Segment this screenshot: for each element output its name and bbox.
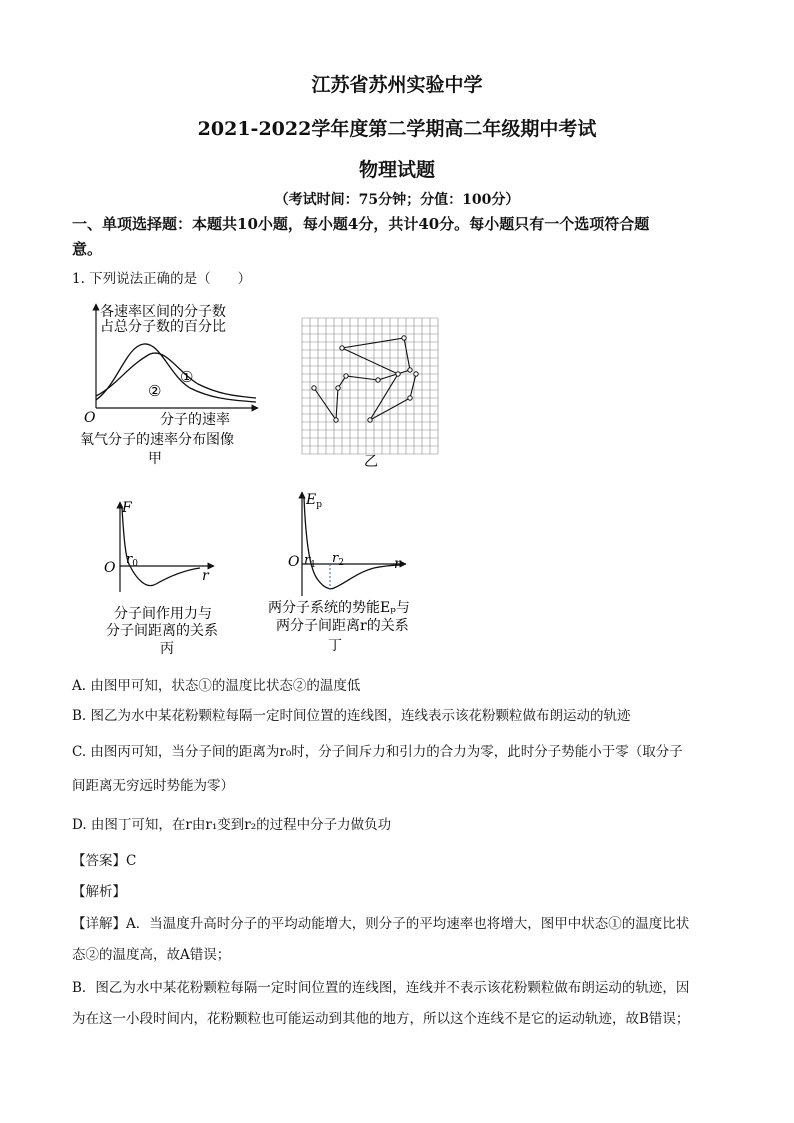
analysis-line1: 【详解】A．当温度升高时分子的平均动能增大，则分子的平均速率也将增大，图甲中状态①的温度比状 <box>72 916 690 932</box>
figure-yi <box>300 316 440 476</box>
option-c-line1: C. 由图丙可知，当分子间的距离为r₀时，分子间斥力和引力的合力为零，此时分子势能小于零（取分子 <box>72 744 683 760</box>
ding-origin: O <box>288 554 300 570</box>
answer: 【答案】C <box>72 853 137 869</box>
figure-ding <box>268 484 428 664</box>
analysis-line2: 态②的温度高，故A错误； <box>72 947 231 963</box>
yi-caption: 乙 <box>364 454 378 470</box>
ding-r2-label: $r_2$ <box>332 551 344 568</box>
question-stem: 1. 下列说法正确的是（ ） <box>72 271 252 287</box>
bing-caption-1: 分子间作用力与 <box>114 606 212 622</box>
jia-xlabel: 分子的速率 <box>160 412 230 428</box>
option-c-line2: 间距离无穷远时势能为零） <box>72 778 234 794</box>
bing-origin: O <box>104 560 116 576</box>
exam-info: （考试时间：75分钟；分值：100分） <box>274 192 520 208</box>
yi-grid <box>302 318 438 454</box>
bing-caption-2: 分子间距离的关系 <box>106 623 218 639</box>
jia-ylabel-2: 占总分子数的百分比 <box>100 319 226 335</box>
ding-caption-3: 丁 <box>328 638 342 654</box>
section-heading-line1: 一、单项选择题：本题共10小题，每小题4分，共计40分。每小题只有一个选项符合题 <box>72 215 650 233</box>
option-b: B. 图乙为水中某花粉颗粒每隔一定时间位置的连线图，连线表示该花粉颗粒做布朗运动的轨迹 <box>72 708 631 724</box>
analysis-line4: 为在这一小段时间内，花粉颗粒也可能运动到其他的地方，所以这个连线不是它的运动轨迹，故B错误； <box>72 1011 690 1027</box>
bing-r0-label: $r_0$ <box>126 552 138 569</box>
ding-r1-label: $r_1$ <box>304 553 316 570</box>
jia-curve-2 <box>96 344 256 402</box>
ding-energy-curve <box>304 498 402 589</box>
school-title: 江苏省苏州实验中学 <box>311 74 483 96</box>
analysis-label: 【解析】 <box>72 884 126 900</box>
bing-y-label: F <box>122 500 132 516</box>
jia-caption-2: 甲 <box>148 451 162 467</box>
jia-caption-1: 氧气分子的速率分布图像 <box>80 432 234 448</box>
bing-force-curve <box>122 508 200 586</box>
subject-title: 物理试题 <box>358 159 435 181</box>
ding-caption-2: 两分子间距离r的关系 <box>276 618 409 634</box>
bing-caption-3: 丙 <box>160 641 174 657</box>
yi-points <box>312 336 418 422</box>
ding-caption-1: 两分子系统的势能Eₚ与 <box>268 600 410 616</box>
ding-y-label: $E_p$ <box>306 492 322 510</box>
analysis-line3: B．图乙为水中某花粉颗粒每隔一定时间位置的连线图，连线并不表示该花粉颗粒做布朗运动的轨迹，因 <box>72 980 690 996</box>
jia-curve-1-label: ① <box>180 368 194 386</box>
jia-ylabel-1: 各速率区间的分子数 <box>100 304 226 320</box>
option-d: D. 由图丁可知，在r由r₁变到r₂的过程中分子力做负功 <box>72 817 392 833</box>
jia-curve-2-label: ② <box>148 382 162 400</box>
figure-bing <box>96 492 256 662</box>
ding-x-label: r <box>394 556 401 572</box>
figure-jia <box>78 296 268 476</box>
bing-x-label: r <box>202 568 209 584</box>
option-a: A. 由图甲可知，状态①的温度比状态②的温度低 <box>72 678 361 694</box>
section-heading-line2: 意。 <box>72 240 103 258</box>
exam-term-title: 2021-2022学年度第二学期高二年级期中考试 <box>197 118 597 140</box>
jia-origin: O <box>84 410 96 426</box>
